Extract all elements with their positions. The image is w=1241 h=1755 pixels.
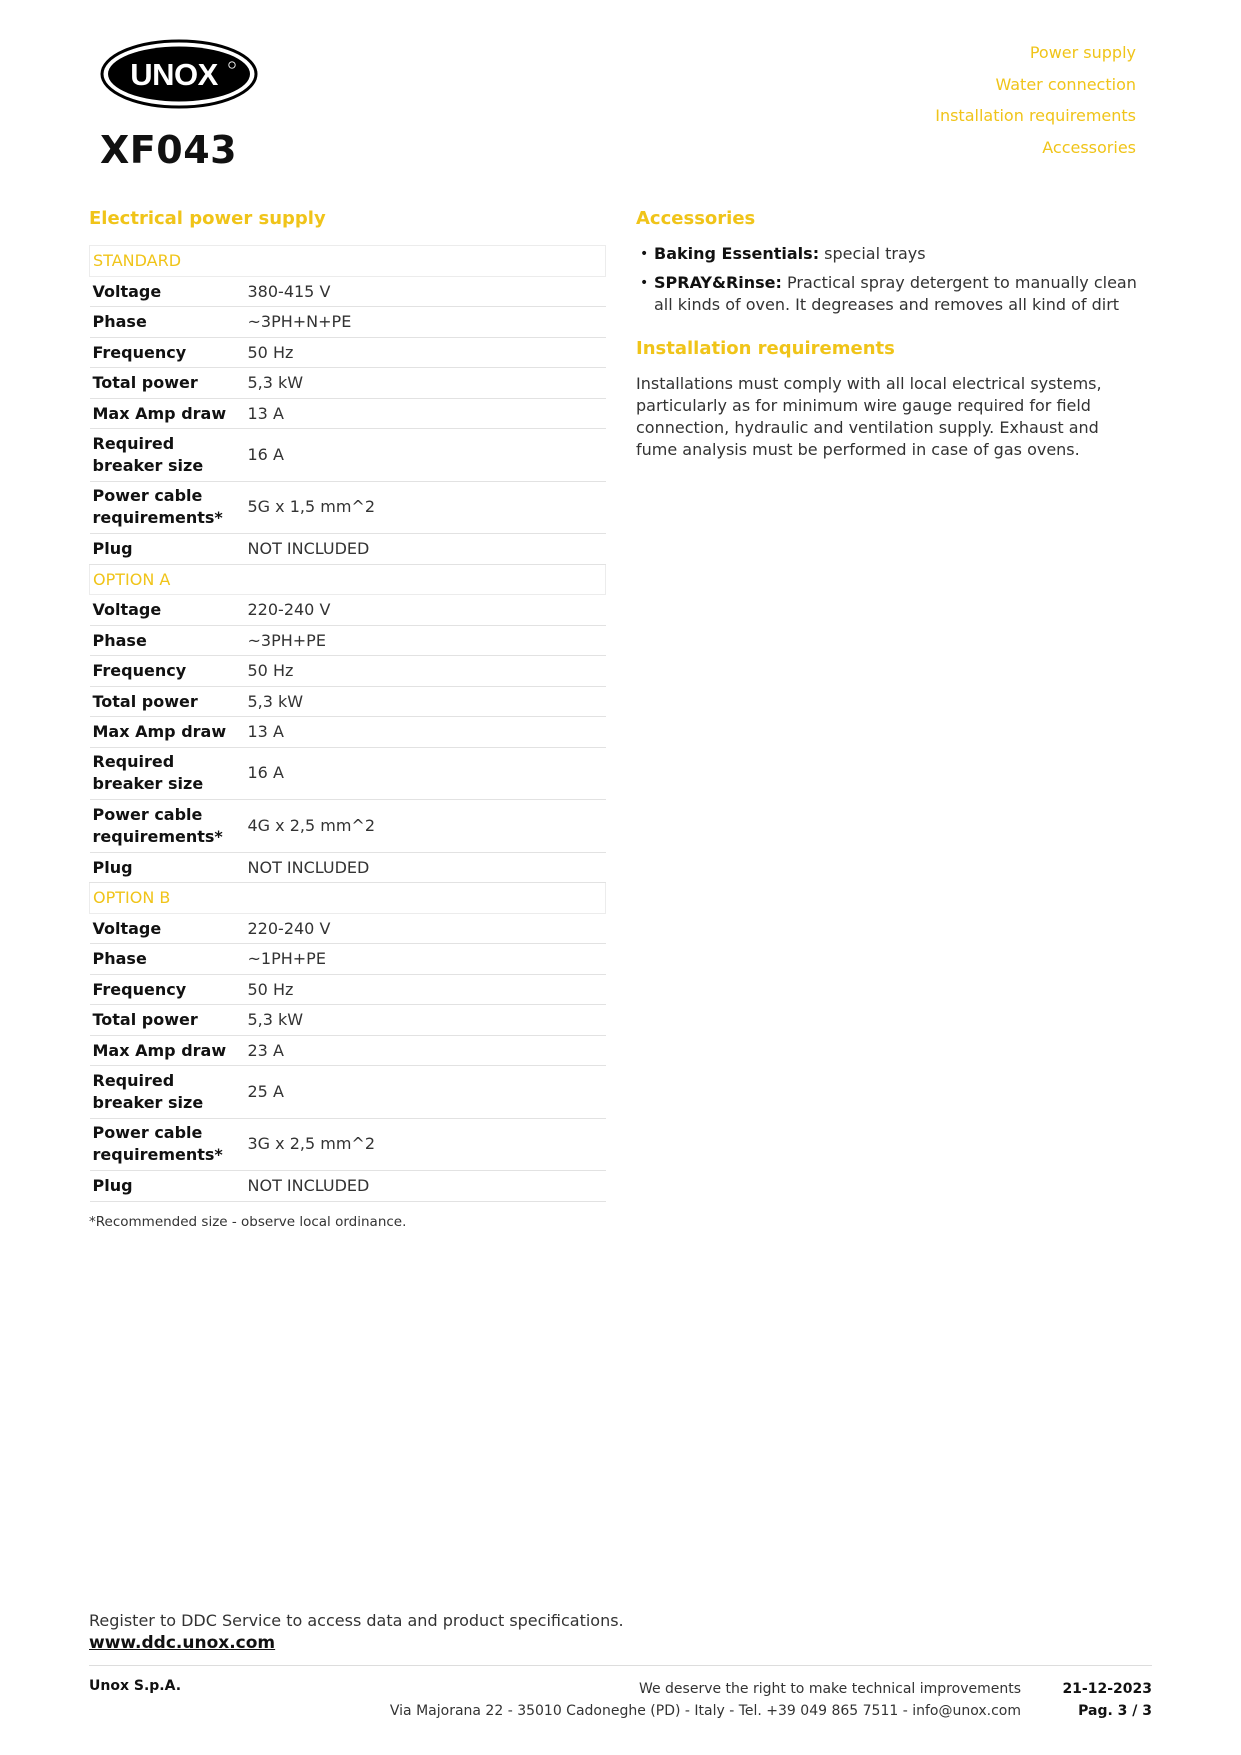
table-row: [90, 595, 606, 626]
table-row: [90, 534, 606, 565]
accessories-title: Accessories: [636, 208, 756, 229]
spec-value: 16 A: [245, 747, 606, 800]
spec-label: Total power: [90, 686, 245, 717]
spec-value: NOT INCLUDED: [245, 534, 606, 565]
footer-disclaimer: [390, 1678, 1021, 1722]
model-title: XF043: [100, 128, 238, 172]
group-label: STANDARD: [90, 246, 606, 277]
table-row: [90, 800, 606, 853]
spec-label: Power cable requirements*: [90, 800, 245, 853]
accessories-list: [636, 243, 1141, 316]
spec-value: 23 A: [245, 1035, 606, 1066]
footnote: *Recommended size - observe local ordinance.: [89, 1213, 407, 1230]
spec-label: Required breaker size: [90, 1066, 245, 1119]
table-group-header: [90, 883, 606, 914]
table-row: [90, 747, 606, 800]
spec-label: Frequency: [90, 656, 245, 687]
spec-value: 16 A: [245, 429, 606, 482]
spec-value: NOT INCLUDED: [245, 1171, 606, 1202]
logo-wordmark: UNOX: [130, 57, 218, 92]
table-group-header: [90, 246, 606, 277]
spec-label: Phase: [90, 307, 245, 338]
spec-value: 50 Hz: [245, 974, 606, 1005]
spec-value: 25 A: [245, 1066, 606, 1119]
spec-value: 13 A: [245, 717, 606, 748]
date-page-block: [1062, 1678, 1152, 1722]
group-label: OPTION B: [90, 883, 606, 914]
table-row: [90, 1005, 606, 1036]
spec-label: Plug: [90, 1171, 245, 1202]
spec-value: 380-415 V: [245, 276, 606, 307]
nav-link-accessories[interactable]: Accessories: [1042, 137, 1136, 157]
spec-label: Phase: [90, 944, 245, 975]
spec-label: Frequency: [90, 974, 245, 1005]
spec-value: ~3PH+PE: [245, 625, 606, 656]
table-row: [90, 686, 606, 717]
power-supply-title: Electrical power supply: [89, 208, 326, 229]
table-row: [90, 429, 606, 482]
accessory-desc: Practical spray detergent to manually clean all kinds of oven. It degreases and removes all kind of dirt: [654, 273, 1137, 314]
spec-label: Total power: [90, 1005, 245, 1036]
spec-value: 5,3 kW: [245, 368, 606, 399]
table-row: [90, 1066, 606, 1119]
disclaimer-text: We deserve the right to make technical improvements: [638, 1681, 1021, 1697]
installation-title: Installation requirements: [636, 338, 895, 359]
spec-label: Power cable requirements*: [90, 1118, 245, 1171]
spec-value: 4G x 2,5 mm^2: [245, 800, 606, 853]
spec-value: NOT INCLUDED: [245, 852, 606, 883]
table-row: [90, 337, 606, 368]
company-address: Via Majorana 22 - 35010 Cadoneghe (PD) - Italy - Tel. +39 049 865 7511 - info@unox.com: [389, 1703, 1021, 1719]
page-number: Pag. 3 / 3: [1078, 1703, 1152, 1719]
spec-value: 50 Hz: [245, 337, 606, 368]
table-row: [90, 974, 606, 1005]
table-row: [90, 852, 606, 883]
register-text: Register to DDC Service to access data and product specifications.: [89, 1611, 624, 1630]
spec-label: Plug: [90, 534, 245, 565]
table-row: [90, 913, 606, 944]
accessory-desc: special trays: [819, 244, 926, 263]
spec-value: ~1PH+PE: [245, 944, 606, 975]
spec-value: 5,3 kW: [245, 686, 606, 717]
list-item: [636, 272, 1141, 316]
document-date: 21-12-2023: [1062, 1681, 1152, 1697]
table-row: [90, 944, 606, 975]
spec-value: 220-240 V: [245, 913, 606, 944]
nav-link-power-supply[interactable]: Power supply: [1029, 43, 1136, 62]
table-row: [90, 368, 606, 399]
spec-value: 13 A: [245, 398, 606, 429]
spec-label: Voltage: [90, 595, 245, 626]
table-row: [90, 1118, 606, 1171]
spec-label: Max Amp draw: [90, 1035, 245, 1066]
spec-value: 5G x 1,5 mm^2: [245, 481, 606, 534]
table-row: [90, 276, 606, 307]
footer-divider: [89, 1665, 1152, 1666]
group-label: OPTION A: [90, 564, 606, 595]
spec-label: Frequency: [90, 337, 245, 368]
spec-label: Phase: [90, 625, 245, 656]
company-name: Unox S.p.A.: [89, 1678, 182, 1694]
spec-value: 50 Hz: [245, 656, 606, 687]
power-spec-table: [89, 245, 606, 1202]
accessories-section: [636, 208, 1141, 461]
table-row: [90, 1171, 606, 1202]
spec-label: Required breaker size: [90, 747, 245, 800]
spec-label: Power cable requirements*: [90, 481, 245, 534]
power-supply-section: [89, 208, 606, 1230]
table-row: [90, 1035, 606, 1066]
spec-value: ~3PH+N+PE: [245, 307, 606, 338]
section-nav: [935, 42, 1136, 168]
spec-value: 220-240 V: [245, 595, 606, 626]
table-row: [90, 307, 606, 338]
register-block: [89, 1610, 624, 1654]
spec-label: Required breaker size: [90, 429, 245, 482]
spec-value: 5,3 kW: [245, 1005, 606, 1036]
table-row: [90, 398, 606, 429]
table-group-header: [90, 564, 606, 595]
spec-label: Voltage: [90, 276, 245, 307]
spec-label: Total power: [90, 368, 245, 399]
spec-label: Plug: [90, 852, 245, 883]
spec-label: Voltage: [90, 913, 245, 944]
installation-text: Installations must comply with all local electrical systems, particularly as for minimum wire gauge required for field connection, hydraulic and ventilation supply. Exhaust and fume analysis must be performed in case of gas ovens.: [636, 374, 1102, 459]
table-row: [90, 656, 606, 687]
spec-value: 3G x 2,5 mm^2: [245, 1118, 606, 1171]
spec-label: Max Amp draw: [90, 717, 245, 748]
table-row: [90, 625, 606, 656]
accessory-name: SPRAY&Rinse:: [654, 273, 782, 292]
ddc-link[interactable]: www.ddc.unox.com: [89, 1633, 276, 1653]
list-item: [636, 243, 1141, 265]
spec-label: Max Amp draw: [90, 398, 245, 429]
accessory-name: Baking Essentials:: [654, 244, 820, 263]
table-row: [90, 717, 606, 748]
nav-link-water-connection[interactable]: Water connection: [995, 74, 1136, 94]
nav-link-installation-requirements[interactable]: Installation requirements: [935, 106, 1136, 125]
unox-logo: [99, 38, 259, 110]
table-row: [90, 481, 606, 534]
